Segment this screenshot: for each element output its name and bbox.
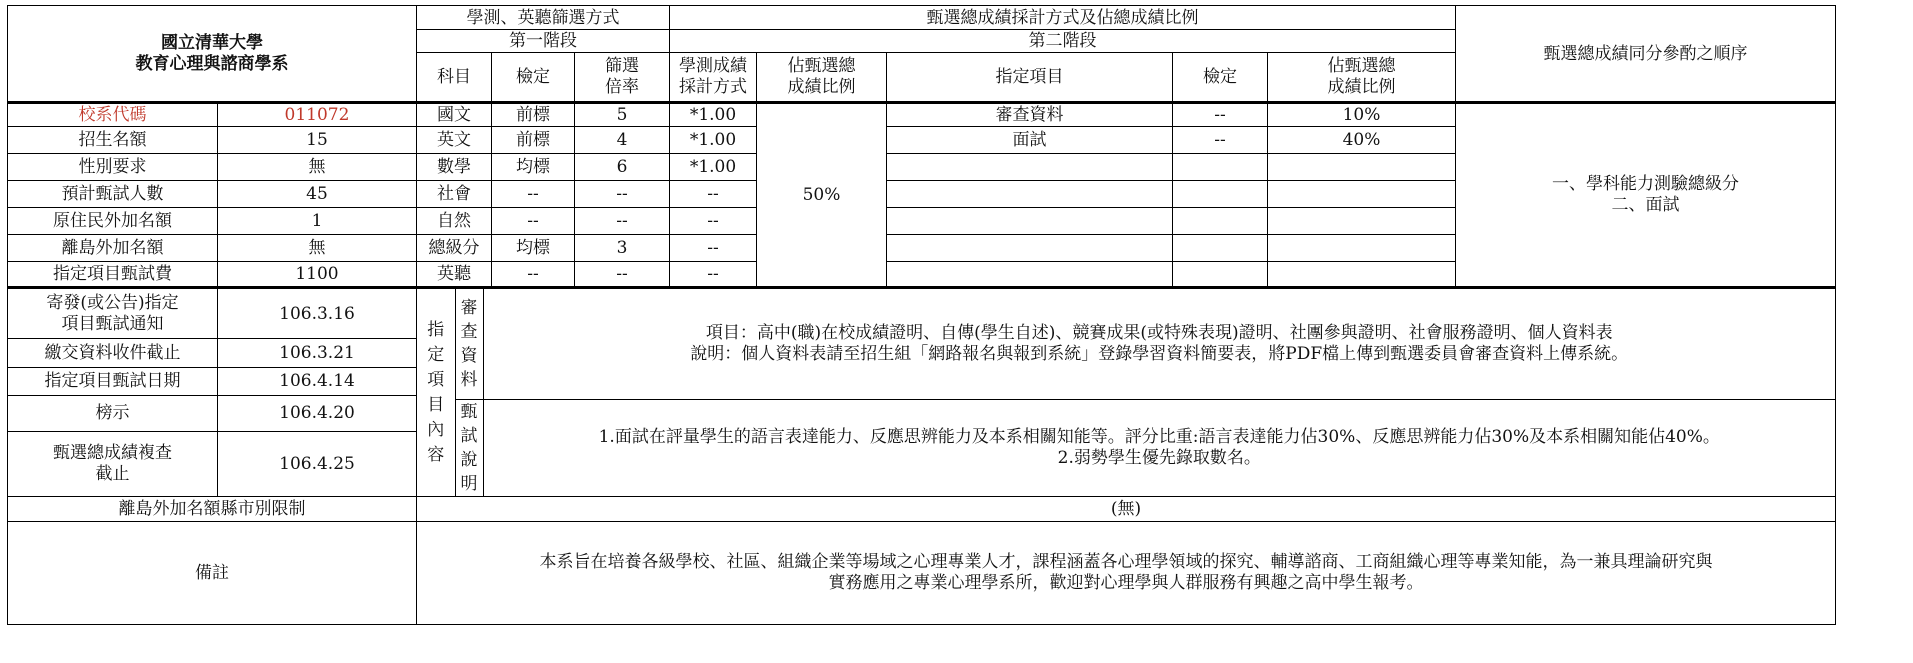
ratio-cell: --	[575, 208, 670, 235]
info-value: 無	[218, 154, 417, 181]
col-method-line1: 學測成績	[679, 56, 747, 76]
stage2-item-cell	[887, 154, 1173, 181]
interview-line2: 2.弱勢學生優先錄取數名。	[1057, 448, 1261, 468]
stage2-share-cell	[1268, 235, 1456, 262]
stage2-check-cell: --	[1173, 127, 1268, 154]
info-value: 1	[218, 208, 417, 235]
ratio-cell: 5	[575, 103, 670, 127]
stage2-group-header: 甄選總成績採計方式及佔總成績比例	[670, 6, 1456, 30]
col-ratio-line2: 倍率	[605, 77, 639, 97]
subject-cell: 自然	[417, 208, 492, 235]
stage2-item-cell	[887, 181, 1173, 208]
col-check-header: 檢定	[1173, 53, 1268, 103]
school-name: 國立清華大學	[161, 32, 263, 53]
stage2-item-cell: 面試	[887, 127, 1173, 154]
stage2-item-cell	[887, 235, 1173, 262]
col-item-share-line1: 佔甄選總	[1327, 56, 1396, 76]
col-item-header: 指定項目	[887, 53, 1173, 103]
info-value: 011072	[218, 103, 417, 127]
review-content	[483, 289, 1835, 400]
standard-cell: 前標	[492, 127, 575, 154]
standard-cell: 均標	[492, 235, 575, 262]
stage2-check-cell	[1173, 235, 1268, 262]
subject-cell: 國文	[417, 103, 492, 127]
review-label: 審查資料	[460, 298, 478, 390]
stage2-share-cell	[1268, 262, 1456, 288]
col-standard-header: 檢定	[492, 53, 575, 103]
date-value: 106.3.16	[218, 288, 417, 339]
date-label	[8, 288, 218, 339]
stage1-group-header: 學測、英聽篩選方式	[417, 6, 670, 30]
tie-order-cell	[1456, 103, 1836, 288]
info-label: 招生名額	[8, 127, 218, 154]
tie-order-item: 一、學科能力測驗總級分	[1552, 174, 1739, 194]
stage2-item-cell: 審查資料	[887, 103, 1173, 127]
col-method-line2: 採計方式	[679, 77, 747, 97]
subject-cell: 英聽	[417, 262, 492, 288]
school-header-cell	[8, 6, 417, 103]
review-line1: 項目：高中(職)在校成績證明、自傳(學生自述)、競賽成果(或特殊表現)證明、社團參與證明、社會服務證明、個人資料表	[705, 323, 1613, 343]
review-label-cell	[455, 289, 483, 400]
item-content-label: 指定項目內容	[427, 319, 445, 465]
island-limit-label: 離島外加名額縣市別限制	[8, 497, 417, 522]
ratio-cell: --	[575, 262, 670, 288]
stage2-share-cell: 40%	[1268, 127, 1456, 154]
item-content-table	[417, 289, 1835, 496]
subject-cell: 總級分	[417, 235, 492, 262]
standard-cell: 均標	[492, 154, 575, 181]
info-label: 原住民外加名額	[8, 208, 218, 235]
col-method-header	[670, 53, 757, 103]
admission-table-container	[7, 5, 1836, 625]
col-share-line2: 成績比例	[787, 77, 856, 97]
admission-table	[7, 5, 1836, 625]
method-cell: --	[670, 181, 757, 208]
interview-label: 甄試說明	[460, 402, 478, 494]
stage2-item-cell	[887, 208, 1173, 235]
date-value: 106.3.21	[218, 339, 417, 367]
stage2-check-cell	[1173, 262, 1268, 288]
remarks-line1: 本系旨在培養各級學校、社區、組織企業等場域之心理專業人才，課程涵蓋各心理學領域的探究、輔導諮商、工商組織心理等專業知能，為一兼具理論研究與	[539, 552, 1713, 572]
stage2-check-cell	[1173, 208, 1268, 235]
standard-cell: --	[492, 208, 575, 235]
remarks-label: 備註	[8, 522, 417, 625]
interview-label-cell	[455, 400, 483, 497]
col-share-line1: 佔甄選總	[787, 56, 856, 76]
ratio-cell: 4	[575, 127, 670, 154]
col-ratio-header	[575, 53, 670, 103]
info-label: 性別要求	[8, 154, 218, 181]
info-label: 離島外加名額	[8, 235, 218, 262]
stage2-item-cell	[887, 262, 1173, 288]
date-label: 指定項目甄試日期	[8, 367, 218, 395]
subject-cell: 數學	[417, 154, 492, 181]
info-value: 45	[218, 181, 417, 208]
exam-share-cell: 50%	[757, 103, 887, 288]
date-value: 106.4.20	[218, 396, 417, 432]
col-subject-header: 科目	[417, 53, 492, 103]
date-label: 繳交資料收件截止	[8, 339, 218, 367]
stage2-share-cell: 10%	[1268, 103, 1456, 127]
col-share-header	[757, 53, 887, 103]
dept-name: 教育心理與諮商學系	[135, 53, 289, 74]
method-cell: --	[670, 235, 757, 262]
ratio-cell: 6	[575, 154, 670, 181]
stage2-share-cell	[1268, 208, 1456, 235]
review-line2: 說明：個人資料表請至招生組「網路報名與報到系統」登錄學習資料簡要表，將PDF檔上傳到甄選委員會審查資料上傳系統。	[690, 344, 1629, 364]
method-cell: *1.00	[670, 127, 757, 154]
date-label-line1: 甄選總成績複查	[53, 442, 172, 463]
date-label	[8, 431, 218, 496]
tie-order-item: 二、面試	[1611, 195, 1680, 215]
info-value: 1100	[218, 262, 417, 288]
ratio-cell: 3	[575, 235, 670, 262]
island-limit-value: (無)	[417, 497, 1836, 522]
info-value: 無	[218, 235, 417, 262]
info-label: 校系代碼	[8, 103, 218, 127]
stage2-header: 第二階段	[670, 30, 1456, 53]
item-content-label-cell	[417, 289, 455, 496]
method-cell: --	[670, 208, 757, 235]
date-label-line2: 項目甄試通知	[61, 313, 164, 334]
standard-cell: --	[492, 181, 575, 208]
method-cell: *1.00	[670, 154, 757, 181]
info-label: 預計甄試人數	[8, 181, 218, 208]
tie-order-header: 甄選總成績同分參酌之順序	[1456, 6, 1836, 103]
date-label: 榜示	[8, 396, 218, 432]
stage1-header: 第一階段	[417, 30, 670, 53]
stage2-share-cell	[1268, 181, 1456, 208]
col-item-share-line2: 成績比例	[1327, 77, 1396, 97]
method-cell: --	[670, 262, 757, 288]
stage2-check-cell	[1173, 181, 1268, 208]
date-label-line2: 截止	[95, 463, 130, 484]
stage2-check-cell: --	[1173, 103, 1268, 127]
remarks-content	[417, 522, 1836, 625]
interview-line1: 1.面試在評量學生的語言表達能力、反應思辨能力及本系相關知能等。評分比重:語言表達能力佔30%、反應思辨能力佔30%及本系相關知能佔40%。	[598, 427, 1720, 447]
standard-cell: 前標	[492, 103, 575, 127]
info-value: 15	[218, 127, 417, 154]
standard-cell: --	[492, 262, 575, 288]
method-cell: *1.00	[670, 103, 757, 127]
ratio-cell: --	[575, 181, 670, 208]
date-value: 106.4.14	[218, 367, 417, 395]
item-content-cell	[417, 288, 1836, 497]
col-ratio-line1: 篩選	[605, 56, 639, 76]
interview-content	[483, 400, 1835, 497]
info-label: 指定項目甄試費	[8, 262, 218, 288]
date-label-line1: 寄發(或公告)指定	[46, 292, 179, 313]
subject-cell: 社會	[417, 181, 492, 208]
subject-cell: 英文	[417, 127, 492, 154]
date-value: 106.4.25	[218, 431, 417, 496]
stage2-share-cell	[1268, 154, 1456, 181]
col-item-share-header	[1268, 53, 1456, 103]
stage2-check-cell	[1173, 154, 1268, 181]
remarks-line2: 實務應用之專業心理學系所，歡迎對心理學與人群服務有興趣之高中學生報考。	[828, 573, 1424, 593]
